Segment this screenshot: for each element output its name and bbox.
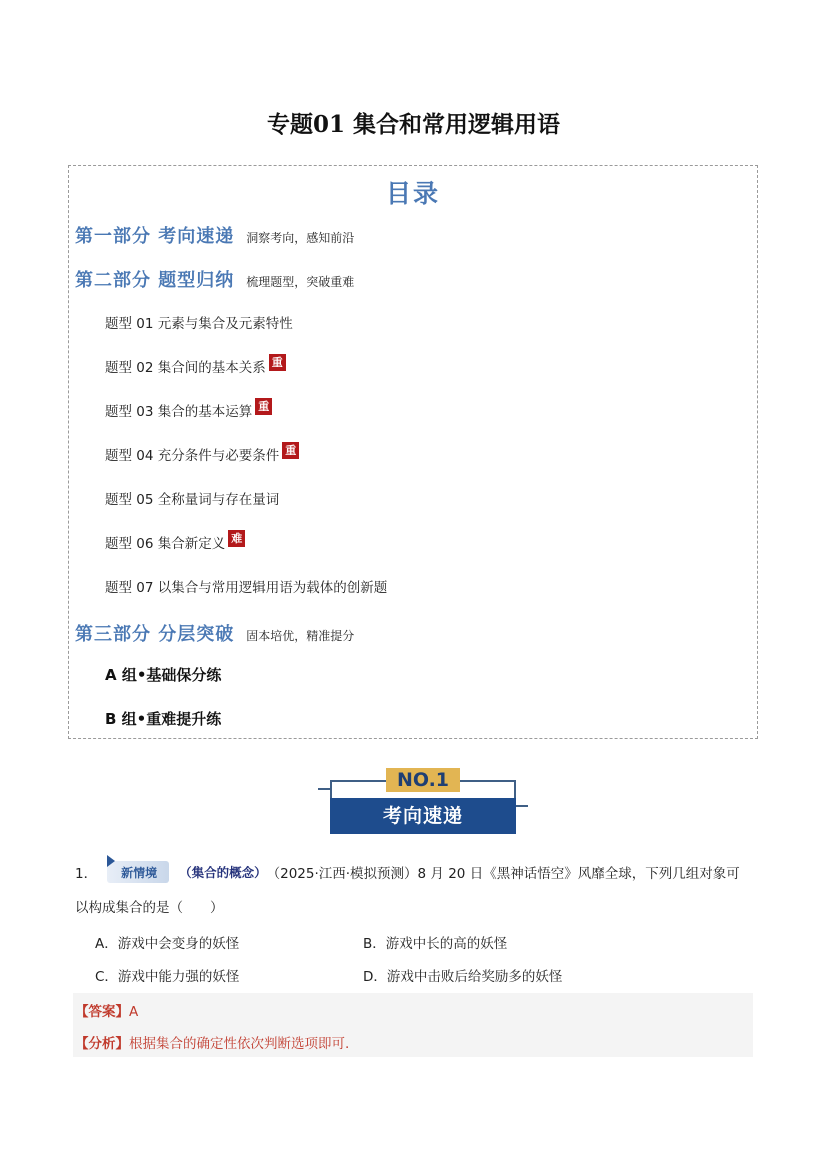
- topic-label: 题型 07 以集合与常用逻辑用语为载体的创新题: [105, 580, 388, 596]
- part-title: 第一部分 考向速递: [75, 226, 235, 247]
- toc-topic-05[interactable]: [105, 488, 279, 508]
- topic-label: 题型 04 充分条件与必要条件: [105, 448, 280, 464]
- question-1: [75, 858, 755, 916]
- section-banner: [318, 766, 528, 838]
- question-number: 1．: [75, 866, 98, 882]
- toc-part-3[interactable]: [75, 620, 354, 646]
- table-of-contents: [68, 165, 758, 739]
- answer-row: [75, 1000, 138, 1020]
- flag-icon: [107, 855, 115, 867]
- section-title: 考向速递: [330, 798, 516, 834]
- part-subtitle: 洞察考向，感知前沿: [246, 231, 355, 245]
- key-badge: 重: [282, 442, 299, 459]
- toc-part-1[interactable]: [75, 222, 354, 248]
- toc-topic-04[interactable]: [105, 444, 299, 464]
- part-title: 第二部分 题型归纳: [75, 270, 235, 291]
- option-c[interactable]: C．游戏中能力强的妖怪: [95, 969, 240, 985]
- toc-topic-06[interactable]: [105, 532, 245, 552]
- part-subtitle: 固本培优，精准提分: [246, 629, 355, 643]
- key-badge: 重: [269, 354, 286, 371]
- question-stem-continued: 以构成集合的是（ ）: [75, 900, 224, 916]
- analysis-label: 【分析】: [75, 1036, 129, 1052]
- option-d[interactable]: D．游戏中击败后给奖励多的妖怪: [363, 969, 563, 985]
- answer-value: A: [129, 1004, 139, 1020]
- document-title: 专题01 集合和常用逻辑用语: [266, 111, 560, 138]
- topic-label: 题型 03 集合的基本运算: [105, 404, 253, 420]
- toc-part-2[interactable]: [75, 266, 354, 292]
- part-subtitle: 梳理题型，突破重难: [246, 275, 355, 289]
- option-b[interactable]: B．游戏中长的高的妖怪: [363, 936, 508, 952]
- banner-tick: [516, 805, 528, 807]
- toc-topic-02[interactable]: [105, 356, 286, 376]
- new-context-tag: [107, 861, 169, 883]
- difficult-badge: 难: [228, 530, 245, 547]
- banner-frame-line: [514, 780, 516, 800]
- topic-label: 题型 01 元素与集合及元素特性: [105, 316, 293, 332]
- toc-topic-07[interactable]: [105, 576, 387, 596]
- topic-label: 题型 06 集合新定义: [105, 536, 226, 552]
- toc-topic-01[interactable]: [105, 312, 293, 332]
- analysis-row: [75, 1032, 349, 1052]
- topic-label: 题型 05 全称量词与存在量词: [105, 492, 280, 508]
- section-number: NO.1: [386, 768, 460, 792]
- question-stem: （2025·江西·模拟预测）8 月 20 日《黑神话悟空》风靡全球，下列几组对象可: [266, 866, 740, 882]
- banner-tick: [318, 788, 332, 790]
- question-category: （集合的概念）: [179, 865, 267, 880]
- analysis-text: 根据集合的确定性依次判断选项即可.: [129, 1036, 350, 1052]
- toc-heading: 目录: [385, 179, 440, 208]
- toc-group-b[interactable]: B 组•重难提升练: [105, 710, 222, 728]
- option-a[interactable]: A．游戏中会变身的妖怪: [95, 936, 240, 952]
- answer-label: 【答案】: [75, 1004, 129, 1020]
- toc-topic-03[interactable]: [105, 400, 272, 420]
- answer-box: [73, 993, 753, 1057]
- key-badge: 重: [255, 398, 272, 415]
- tag-label: 新情境: [121, 866, 158, 880]
- toc-group-a[interactable]: A 组•基础保分练: [105, 666, 222, 684]
- banner-frame-line: [330, 780, 332, 800]
- topic-label: 题型 02 集合间的基本关系: [105, 360, 266, 376]
- part-title: 第三部分 分层突破: [75, 624, 235, 645]
